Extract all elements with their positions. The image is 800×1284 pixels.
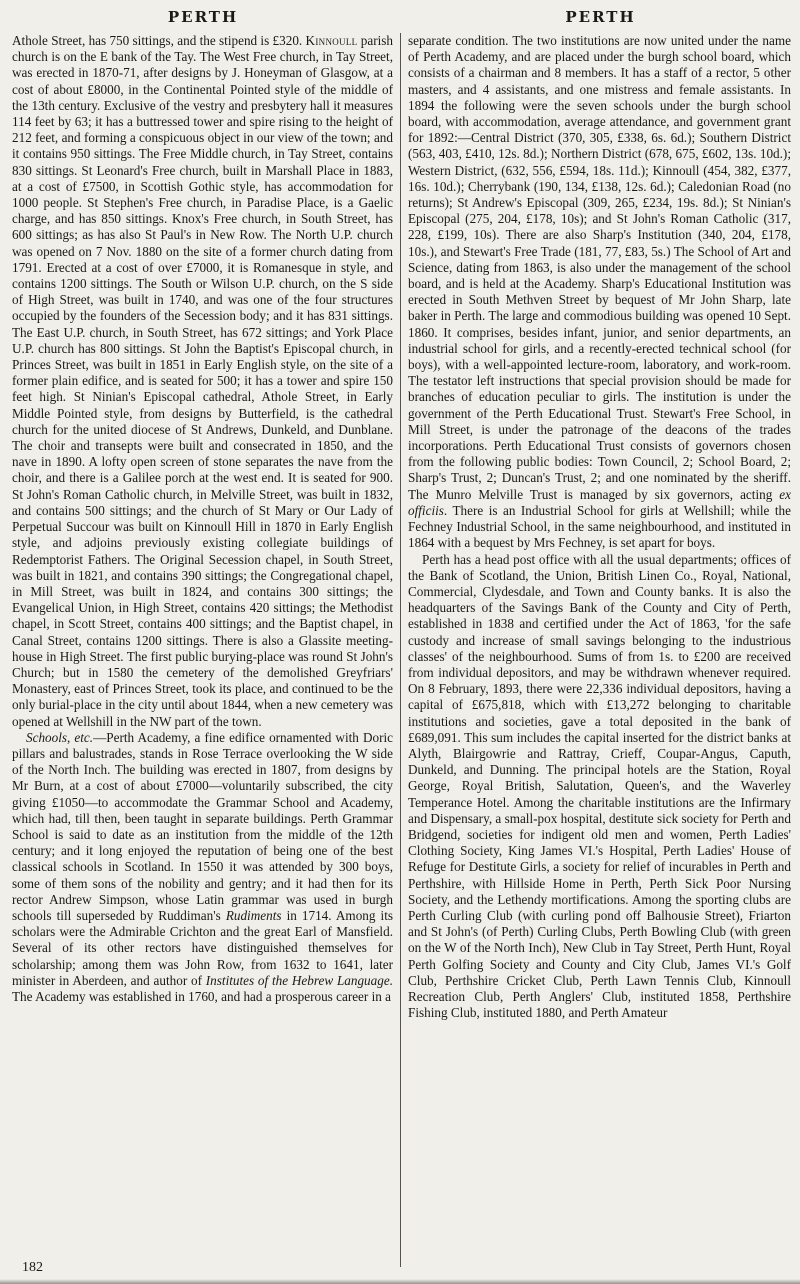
text-run: in 1714. Among its scholars were the Admirable Crichton and the great Earl of Mansfield. Several of its other rectors have distinguished themselves for scholarship; among them was John Row, from 1632 to 1641, later minister in Aberdeen, and author of: [12, 907, 393, 988]
right-column: [408, 33, 791, 1267]
paragraph: [408, 552, 791, 1022]
page-number: 182: [22, 1260, 43, 1275]
text-run: Rudiments: [225, 907, 282, 923]
paragraph: [12, 33, 393, 730]
text-run: Schools, etc.: [26, 729, 94, 745]
running-head-right: PERTH: [565, 8, 636, 26]
text-run: separate condition. The two institutions are now united under the name of Perth Academy, and are placed under the burgh school board, which consists of a chairman and 8 members. It has a staff of a rector, 5 other masters, and 4 assistants, and one mistress and female assistants. In 1894 the following were the seven schools under the burgh school board, with accommodation, average attendance, and government grant for 1892:—Central District (370, 305, £338, 6s. 6d.); Southern District (563, 403, £410, 12s. 8d.); Northern District (678, 675, £602, 13s. 10d.); Western District, (632, 556, £594, 18s. 11d.); Kinnoull (454, 382, £377, 16s. 10d.); Cherrybank (190, 134, £138, 12s. 6d.); Caledonian Road (no returns); St Andrew's Episcopal (309, 265, £234, 19s. 8d.); St Ninian's Episcopal (275, 204, £178, 10s); and St John's Roman Catholic (317, 228, £199, 10s). There are also Sharp's Institution (340, 204, £178, 10s.), and Stewart's Free Trade (181, 77, £83, 5s.) The School of Art and Science, dating from 1863, is also under the management of the school board, and is held at the Academy. Sharp's Educational Institution was erected in South Methven Street by bequest of Mr John Sharp, late baker in Perth. The large and commodious building was opened 10 Sept. 1860. It comprises, besides infant, junior, and senior departments, an industrial school for girls, and a recently-erected technical school (for boys), with a well-appointed lecture-room, laboratory, and work-room. The testator left instructions that special provision should be made for branches of education peculiar to girls. The institution is under the government of the Perth Educational Trust. Stewart's Free School, in Mill Street, is under the patronage of the deacons of the trades incorporations. Perth Educational Trust consists of governors chosen from the following public bodies: Town Council, 2; School Board, 2; Sharp's Trust, 2; Duncan's Trust, 2; and one nominated by the sheriff. The Munro Melville Trust is managed by six governors, acting: [408, 33, 791, 502]
header-gap: [394, 8, 409, 26]
text-run: Institutes of the Hebrew Language.: [205, 972, 393, 988]
left-column: [12, 33, 393, 1267]
text-run: Perth has a head post office with all the usual departments; offices of the Bank of Scotland, the Union, British Linen Co., Royal, National, Commercial, Clydesdale, and Town and County banks. It is also the headquarters of the Savings Bank of the County and City of Perth, established in 1838 and certified under the Act of 1863, 'for the safe custody and increase of small savings belonging to the industrious classes' of the neighbourhood. Sums of from 1s. to £200 are received from individual depositors, and may be withdrawn whenever required. On 8 February, 1893, there were 22,336 individual depositors, having a capital of £675,818, which with £13,272 belonging to charitable institutions and societies, gave a total deposited in the bank of £689,091. This sum includes the capital inserted for the district banks at Alyth, Blairgowrie and Rattray, Crieff, Coupar-Angus, Caputh, Dunkeld, and Dunning. The principal hotels are the Station, Royal George, Royal British, Salutation, Queen's, and the Waverley Temperance Hotel. Among the charitable institutions are the Infirmary and Dispensary, a small-pox hospital, destitute sick society for Perth and Bridgend, societies for indigent old men and women, Perth Ladies' Clothing Society, King James VI.'s Hospital, Perth Ladies' House of Refuge for Destitute Girls, a society for relief of incurables in Perth and Perthshire, with Hillside Home in Perth, Perth Sick Poor Nursing Society, and the Lethendy mortifications. Among the sporting clubs are Perth Curling Club (with curling pond off Balhousie Street), Friarton and St John's (of Perth) Curling Clubs, Perth Bowling Club (with green on the W of the North Inch), New Club in Tay Street, Perth Hunt, Royal Perth Golfing Society and County and City Club, James VI.'s Golf Club, Perthshire Cricket Club, Perth Lawn Tennis Club, Kinnoull Recreation Club, Perth Anglers' Club, instituted 1858, Perthshire Fishing Club, instituted 1880, and Perth Amateur: [408, 551, 791, 1021]
running-head-left: PERTH: [167, 8, 239, 26]
text-run: ex officiis: [408, 486, 791, 518]
text-columns: [12, 33, 792, 1267]
text-run: parish church is on the E bank of the Tay. The West Free church, in Tay Street, was erected in 1870-71, after designs by J. Honeyman of Glasgow, at a cost of about £8000, in the Continental Pointed style of the middle of the 13th century. Exclusive of the vestry and presbytery hall it measures 114 feet by 63; it has a buttressed tower and spire rising to the height of 212 feet, and forming a conspicuous object in our view of the town; and it contains 950 sittings. The Free Middle church, in Tay Street, contains 830 sittings. St Leonard's Free church, built in Marshall Place in 1883, at a cost of £7500, in Scottish Gothic style, has accommodation for 1000 people. St Stephen's Free church, in Paradise Place, is a Gaelic charge, and has 850 sittings. Knox's Free church, in South Street, has 600 sittings; as has also St Paul's in New Row. The North U.P. church was opened on 7 Nov. 1880 on the site of a former church dating from 1791. Erected at a cost of over £7000, it is Romanesque in style, and contains 1200 sittings. The South or Wilson U.P. church, on the S side of High Street, was built in 1740, and was one of the four structures occupied by the founders of the Secession body; and it has 831 sittings. The East U.P. church, in South Street, has 672 sittings; and York Place U.P. church has 800 sittings. St John the Baptist's Episcopal church, in Princes Street, was built in 1851 in Early English style, on the site of a former plain edifice, and is seated for 500; it has a tower and spire 150 feet high. St Ninian's Episcopal cathedral, Athole Street, in Early Middle Pointed style, from designs by Butterfield, is the cathedral church for the united diocese of St Andrews, Dunkeld, and Dunblane. The choir and transepts were built and consecrated in 1850, and the nave in 1890. A lofty open screen of stone separates the nave from the choir, and there is a Galilee porch at the west end. It is seated for 900. St John's Roman Catholic church, in Melville Street, was built in 1832, and contains 500 sittings; and the church of St Mary or Our Lady of Perpetual Succour was built on Kinnoull Hill in 1870 in Early English style, and adjoins previously existing collegiate buildings of Redemptorist Fathers. The Original Secession chapel, in South Street, was built in 1821, and contains 390 sittings; the Congregational chapel, in Mill Street, was built in 1824, and contains 300 sittings; the Evangelical Union, in High Street, contains 420 sittings; the Methodist chapel, in Scott Street, contains 400 sittings; and the Baptist chapel, in Canal Street, contains 1200 sittings. There is also a Glassite meeting-house in High Street. The first public burying-place was round St John's Church; but in 1580 the cemetery of the demolished Greyfriars' Monastery, east of Princes Street, took its place, and continued to be the only burial-place in the city until about 1844, when a new cemetery was opened at Wellshill in the NW part of the town.: [12, 33, 393, 729]
running-heads: [12, 8, 792, 26]
paragraph: [12, 730, 393, 1005]
paragraph: [408, 33, 791, 552]
text-run: The Academy was established in 1760, and had a prosperous career in a: [12, 988, 392, 1004]
text-run: . There is an Industrial School for girls at Wellshill; while the Fechney Industrial School, in the same neighbourhood, and instituted in 1864 with a bequest by Mrs Fechney, is set apart for boys.: [408, 502, 791, 551]
scan-edge-shadow: [0, 1279, 800, 1284]
text-run: —Perth Academy, a fine edifice ornamented with Doric pillars and balustrades, stands in Rose Terrace overlooking the W side of the North Inch. The building was erected in 1807, from designs by Mr Burn, at a cost of about £7000—voluntarily subscribed, the city giving £1050—to accommodate the Grammar School and Academy, which had, till then, been taught in separate buildings. Perth Grammar School is said to date as an institution from the middle of the 12th century; and it long enjoyed the reputation of being one of the best classical schools in Scotland. In 1550 it was attended by 300 boys, some of them sons of the nobility and gentry; and it had then for its rector Andrew Simpson, whose Latin grammar was used in burgh schools till superseded by Ruddiman's: [12, 729, 393, 923]
column-divider: [400, 33, 401, 1267]
text-run: Athole Street, has 750 sittings, and the stipend is £320.: [12, 33, 306, 48]
text-run: Kinnoull: [305, 33, 358, 48]
